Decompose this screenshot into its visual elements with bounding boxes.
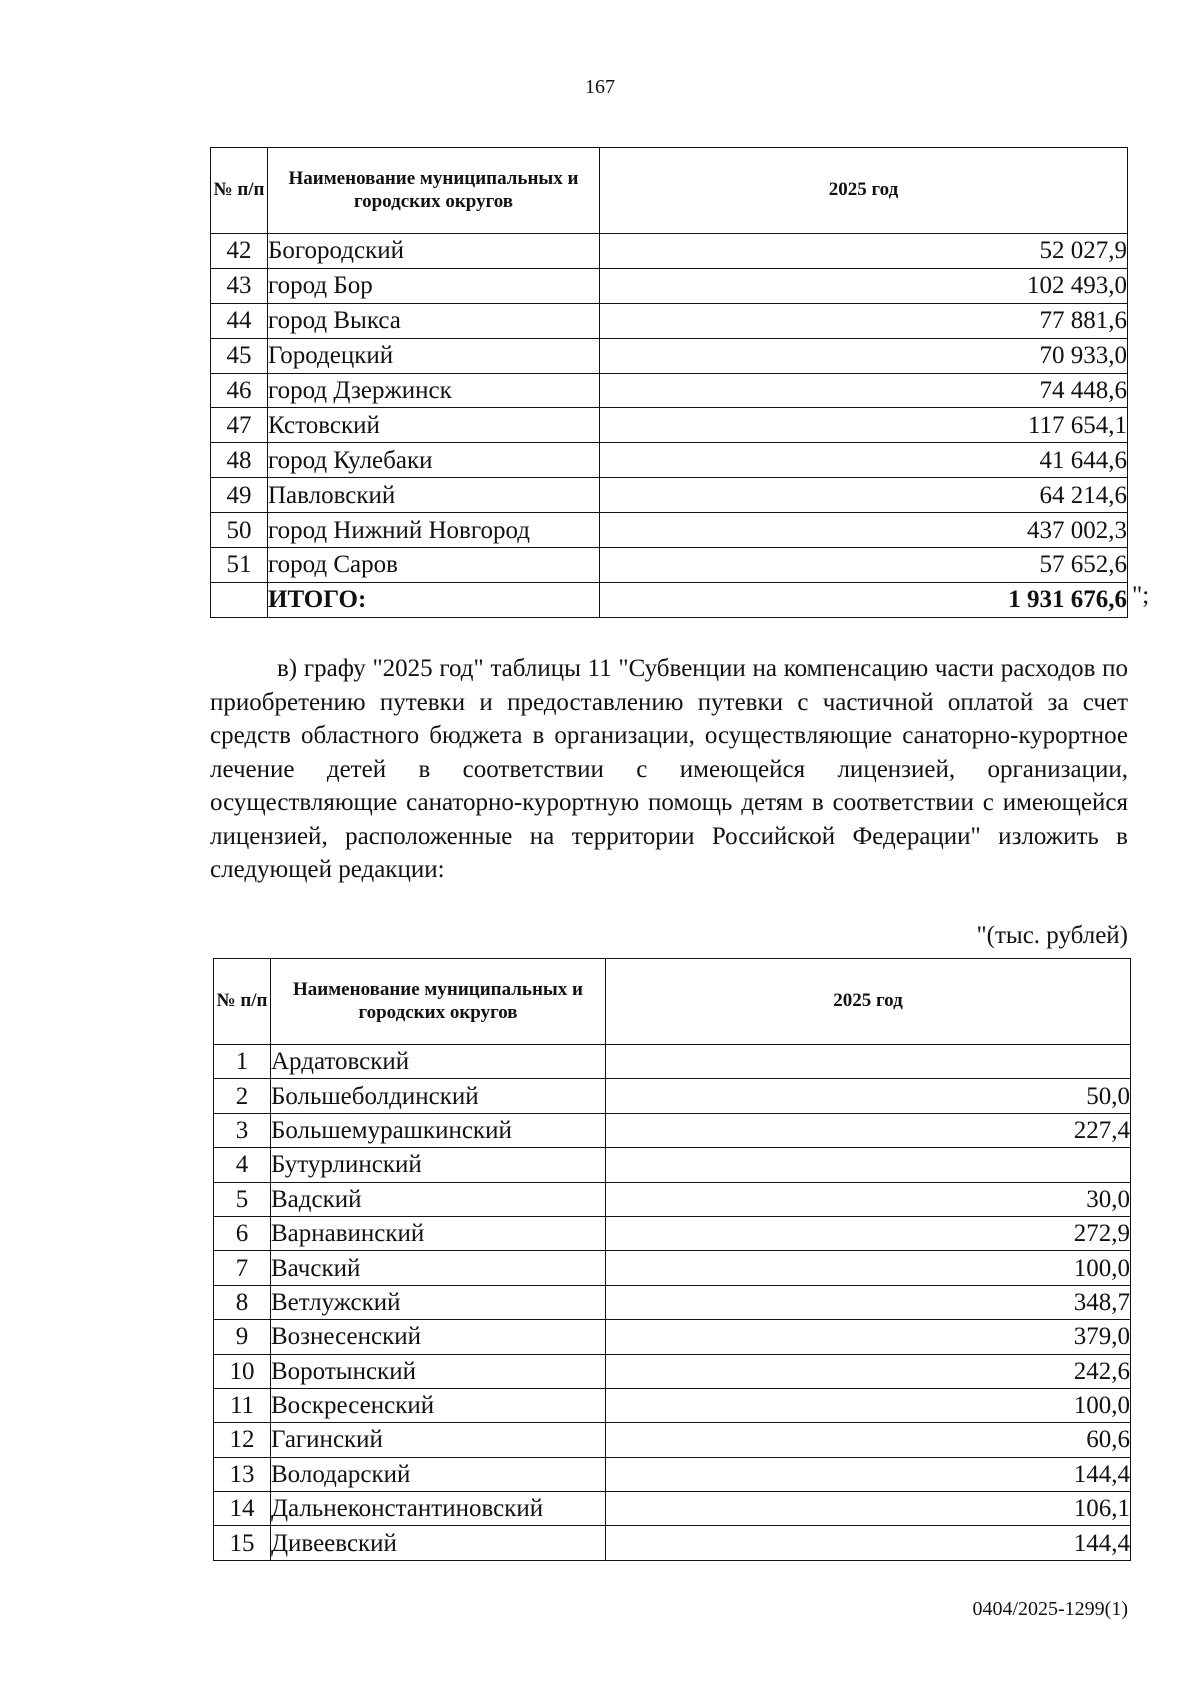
row-value: 144,4 <box>606 1526 1131 1560</box>
row-value: 106,1 <box>606 1492 1131 1526</box>
row-number: 44 <box>211 303 268 338</box>
row-value: 100,0 <box>606 1251 1131 1285</box>
row-value: 144,4 <box>606 1457 1131 1491</box>
header-year: 2025 год <box>600 148 1128 234</box>
row-number: 7 <box>214 1251 271 1285</box>
row-number: 10 <box>214 1354 271 1388</box>
row-value: 227,4 <box>606 1113 1131 1147</box>
table-row <box>214 1388 1131 1422</box>
table-row <box>214 1182 1131 1216</box>
row-value <box>606 1045 1131 1079</box>
closing-quote: "; <box>1132 582 1150 609</box>
row-number: 5 <box>214 1182 271 1216</box>
row-value: 437 002,3 <box>600 513 1128 548</box>
table-row <box>211 513 1128 548</box>
row-number: 1 <box>214 1045 271 1079</box>
row-municipality: Вадский <box>271 1182 606 1216</box>
row-value: 100,0 <box>606 1388 1131 1422</box>
row-municipality: город Бор <box>268 268 600 303</box>
row-municipality: город Нижний Новгород <box>268 513 600 548</box>
row-municipality: Дальнеконстантиновский <box>271 1492 606 1526</box>
row-value: 50,0 <box>606 1079 1131 1113</box>
row-municipality: Большемурашкинский <box>271 1113 606 1147</box>
row-number: 45 <box>211 338 268 373</box>
total-row <box>211 582 1128 617</box>
total-label: ИТОГО: <box>268 582 600 617</box>
table-row <box>214 1320 1131 1354</box>
subvention-table-continued <box>210 147 1128 618</box>
header-municipality: Наименование муниципальных и городских округов <box>268 148 600 234</box>
header-number: № п/п <box>214 959 271 1045</box>
row-municipality: Ардатовский <box>271 1045 606 1079</box>
row-number: 6 <box>214 1216 271 1250</box>
row-number: 15 <box>214 1526 271 1560</box>
total-value: 1 931 676,6 <box>600 582 1128 617</box>
page-number: 167 <box>585 76 615 98</box>
row-municipality: Вознесенский <box>271 1320 606 1354</box>
table-row <box>211 408 1128 443</box>
table-row <box>214 1285 1131 1319</box>
table-row <box>211 268 1128 303</box>
table-body <box>211 234 1128 618</box>
row-municipality: Большеболдинский <box>271 1079 606 1113</box>
row-number: 13 <box>214 1457 271 1491</box>
row-number: 42 <box>211 234 268 269</box>
table-row <box>211 478 1128 513</box>
table-row <box>214 1113 1131 1147</box>
row-value: 30,0 <box>606 1182 1131 1216</box>
row-municipality: город Кулебаки <box>268 443 600 478</box>
row-value: 74 448,6 <box>600 373 1128 408</box>
table-row <box>214 1079 1131 1113</box>
row-number: 2 <box>214 1079 271 1113</box>
row-value: 379,0 <box>606 1320 1131 1354</box>
row-number: 3 <box>214 1113 271 1147</box>
header-number: № п/п <box>211 148 268 234</box>
row-municipality: Варнавинский <box>271 1216 606 1250</box>
row-value <box>606 1148 1131 1182</box>
table-row <box>214 1423 1131 1457</box>
table-row <box>211 338 1128 373</box>
row-value: 77 881,6 <box>600 303 1128 338</box>
row-municipality: Гагинский <box>271 1423 606 1457</box>
row-municipality: Воротынский <box>271 1354 606 1388</box>
row-municipality: Кстовский <box>268 408 600 443</box>
row-value: 242,6 <box>606 1354 1131 1388</box>
row-value: 52 027,9 <box>600 234 1128 269</box>
table-body <box>214 1045 1131 1561</box>
row-municipality: город Саров <box>268 548 600 583</box>
table-row <box>211 443 1128 478</box>
table-row <box>214 1492 1131 1526</box>
row-value: 348,7 <box>606 1285 1131 1319</box>
table-row <box>214 1251 1131 1285</box>
table-row <box>214 1354 1131 1388</box>
subvention-table-11 <box>213 958 1131 1561</box>
row-number: 47 <box>211 408 268 443</box>
row-value: 117 654,1 <box>600 408 1128 443</box>
row-number: 11 <box>214 1388 271 1422</box>
table-row <box>214 1045 1131 1079</box>
row-number: 9 <box>214 1320 271 1354</box>
header-year: 2025 год <box>606 959 1131 1045</box>
row-value: 41 644,6 <box>600 443 1128 478</box>
row-value: 60,6 <box>606 1423 1131 1457</box>
row-number: 48 <box>211 443 268 478</box>
table-row <box>211 303 1128 338</box>
amendment-paragraph: в) графу "2025 год" таблицы 11 "Субвенции на компенсацию части расходов по приобретению путевки и предоставлению путевки с частичной оплатой за счет средств областного бюджета в организации, осуществляющие санаторно-курортное лечение детей в соответствии с имеющейся лицензией, организации, осуществляющие санаторно-курортную помощь детям в соответствии с имеющейся лицензией, расположенные на территории Российской Федерации" изложить в следующей редакции: <box>210 655 1128 883</box>
units-label: "(тыс. рублей) <box>976 922 1128 949</box>
document-code: 0404/2025-1299(1) <box>972 1598 1128 1620</box>
row-value: 70 933,0 <box>600 338 1128 373</box>
row-number: 12 <box>214 1423 271 1457</box>
row-municipality: Дивеевский <box>271 1526 606 1560</box>
row-number: 8 <box>214 1285 271 1319</box>
row-value: 102 493,0 <box>600 268 1128 303</box>
row-number: 51 <box>211 548 268 583</box>
table-header-row <box>211 148 1128 234</box>
table-row <box>211 234 1128 269</box>
row-number: 49 <box>211 478 268 513</box>
row-municipality: Павловский <box>268 478 600 513</box>
row-municipality: Вачский <box>271 1251 606 1285</box>
row-municipality: Городецкий <box>268 338 600 373</box>
table-header-row <box>214 959 1131 1045</box>
table-row <box>214 1526 1131 1560</box>
row-number: 43 <box>211 268 268 303</box>
header-municipality: Наименование муниципальных и городских округов <box>271 959 606 1045</box>
total-number-cell <box>211 582 268 617</box>
row-value: 64 214,6 <box>600 478 1128 513</box>
table-row <box>214 1457 1131 1491</box>
row-municipality: Бутурлинский <box>271 1148 606 1182</box>
table-row <box>211 548 1128 583</box>
row-number: 4 <box>214 1148 271 1182</box>
row-municipality: город Дзержинск <box>268 373 600 408</box>
row-municipality: Ветлужский <box>271 1285 606 1319</box>
row-municipality: Богородский <box>268 234 600 269</box>
row-municipality: город Выкса <box>268 303 600 338</box>
row-number: 14 <box>214 1492 271 1526</box>
row-value: 272,9 <box>606 1216 1131 1250</box>
table-row <box>214 1148 1131 1182</box>
row-number: 50 <box>211 513 268 548</box>
row-number: 46 <box>211 373 268 408</box>
table-row <box>211 373 1128 408</box>
table-row <box>214 1216 1131 1250</box>
row-municipality: Володарский <box>271 1457 606 1491</box>
row-value: 57 652,6 <box>600 548 1128 583</box>
row-municipality: Воскресенский <box>271 1388 606 1422</box>
